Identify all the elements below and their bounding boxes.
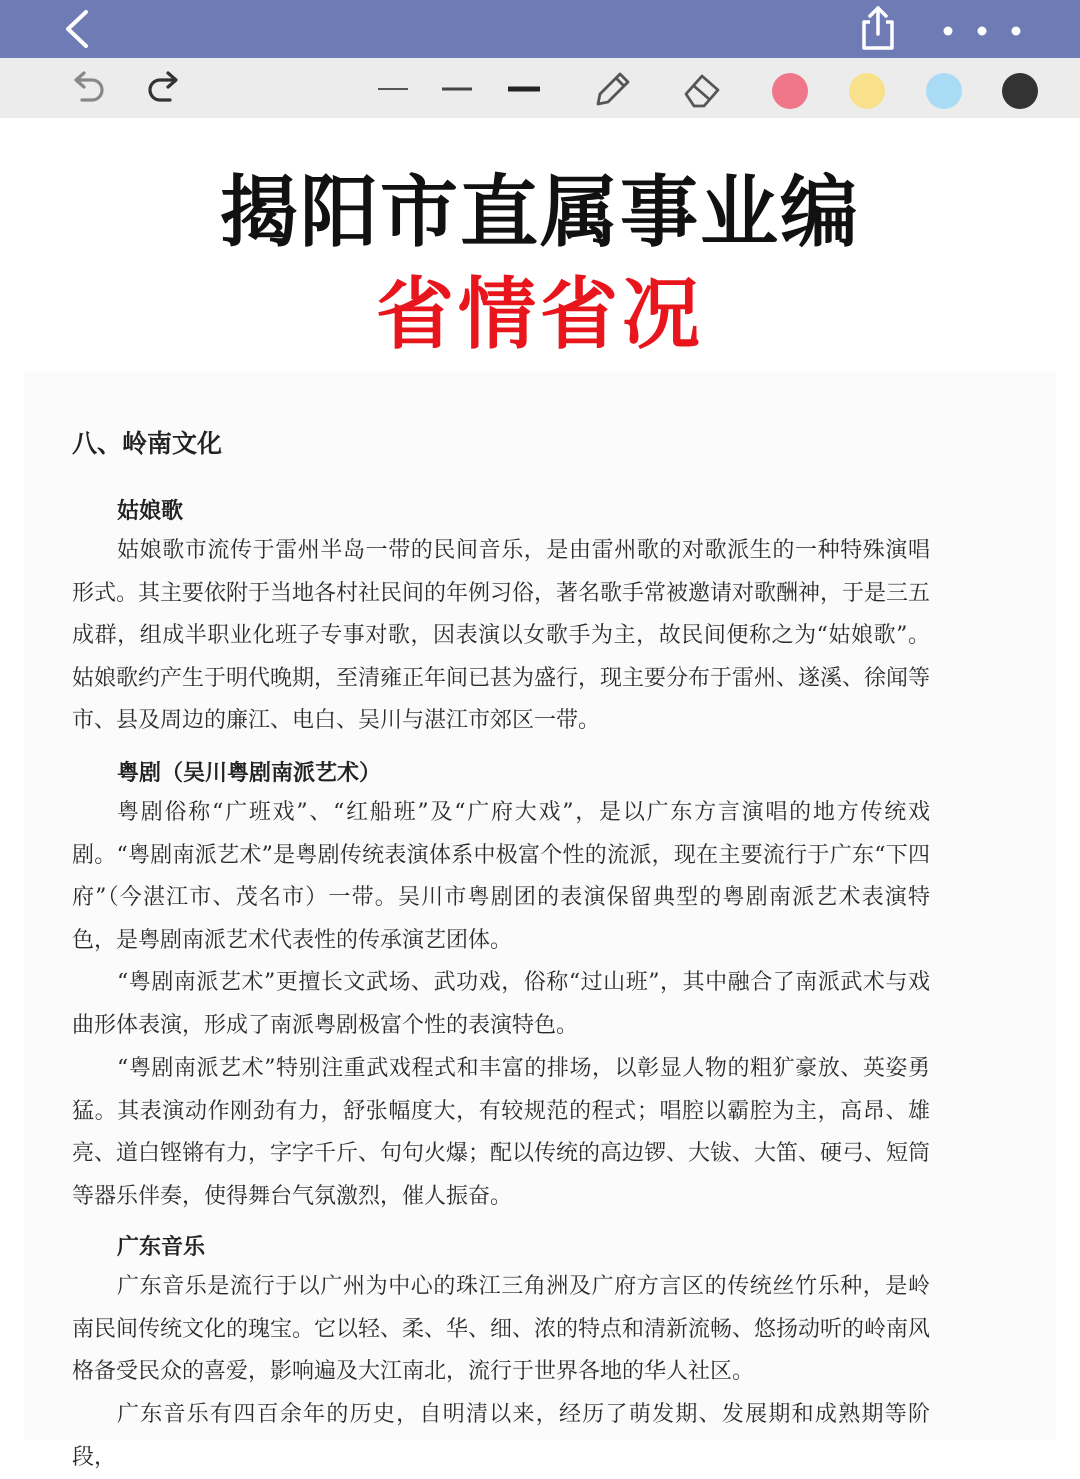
paragraph: 广东音乐是流行于以广州为中心的珠江三角洲及广府方言区的传统丝竹乐种，是岭南民间传统文化的瑰宝。它以轻、柔、华、细、浓的特点和清新流畅、悠扬动听的岭南风格备受民众的喜爱，影响遍及大江南北，流行于世界各地的华人社区。 [72, 1274, 931, 1384]
medium-line-icon[interactable] [436, 68, 480, 108]
thick-line-icon[interactable] [502, 68, 546, 108]
share-icon[interactable] [856, 4, 900, 52]
page-subtitle: 省情省况 [375, 270, 704, 360]
thin-line-icon[interactable] [372, 68, 416, 108]
undo-icon[interactable] [66, 68, 110, 108]
eraser-icon[interactable] [680, 68, 724, 108]
section-heading: 八、岭南文化 [72, 429, 223, 458]
more-icon[interactable] [930, 18, 1030, 42]
page-title: 揭阳市直属事业编 [219, 168, 860, 258]
paragraph: 粤剧俗称“广班戏”、“红船班”及“广府大戏”，是以广东方言演唱的地方传统戏剧。“粤剧南派艺术”是粤剧传统表演体系中极富个性的流派，现在主要流行于广东“下四府”（今湛江市、茂名市）一带。吴川市粤剧团的表演保留典型的粤剧南派艺术表演特色，是粤剧南派艺术代表性的传承演艺团体。 [72, 800, 930, 953]
app-top-bar [0, 0, 1080, 58]
back-icon[interactable] [56, 8, 96, 50]
paragraph: “粤剧南派艺术”特别注重武戏程式和丰富的排场，以彰显人物的粗犷豪放、英姿勇猛。其表演动作刚劲有力，舒张幅度大，有较规范的程式；唱腔以霸腔为主，高昂、雄亮、道白铿锵有力，字字千斤、句句火爆；配以传统的高边锣、大钹、大笛、硬弓、短筒等器乐伴奏，使得舞台气氛激烈，催人振奋。 [72, 1056, 931, 1209]
black-color-swatch[interactable] [1002, 73, 1038, 109]
redo-icon[interactable] [142, 68, 186, 108]
subsection-heading-guangdong-music: 广东音乐 [117, 1235, 206, 1260]
annotation-toolbar [0, 58, 1080, 118]
pen-icon[interactable] [590, 68, 634, 108]
paragraph: 广东音乐有四百余年的历史，自明清以来，经历了萌发期、发展期和成熟期等阶段， [72, 1402, 930, 1470]
paragraph: 姑娘歌市流传于雷州半岛一带的民间音乐，是由雷州歌的对歌派生的一种特殊演唱形式。其主要依附于当地各村社民间的年例习俗，著名歌手常被邀请对歌酬神，于是三五成群，组成半职业化班子专事对歌，因表演以女歌手为主，故民间便称之为“姑娘歌”。姑娘歌约产生于明代晚期，至清雍正年间已甚为盛行，现主要分布于雷州、遂溪、徐闻等市、县及周边的廉江、电白、吴川与湛江市郊区一带。 [72, 538, 931, 733]
paragraph: “粤剧南派艺术”更擅长文武场、武功戏，俗称“过山班”，其中融合了南派武术与戏曲形体表演，形成了南派粤剧极富个性的表演特色。 [72, 970, 930, 1038]
subsection-heading-guniangge: 姑娘歌 [117, 499, 184, 524]
subsection-heading-yueju: 粤剧（吴川粤剧南派艺术） [117, 761, 382, 786]
yellow-color-swatch[interactable] [849, 73, 885, 109]
pink-color-swatch[interactable] [772, 73, 808, 109]
blue-color-swatch[interactable] [926, 73, 962, 109]
